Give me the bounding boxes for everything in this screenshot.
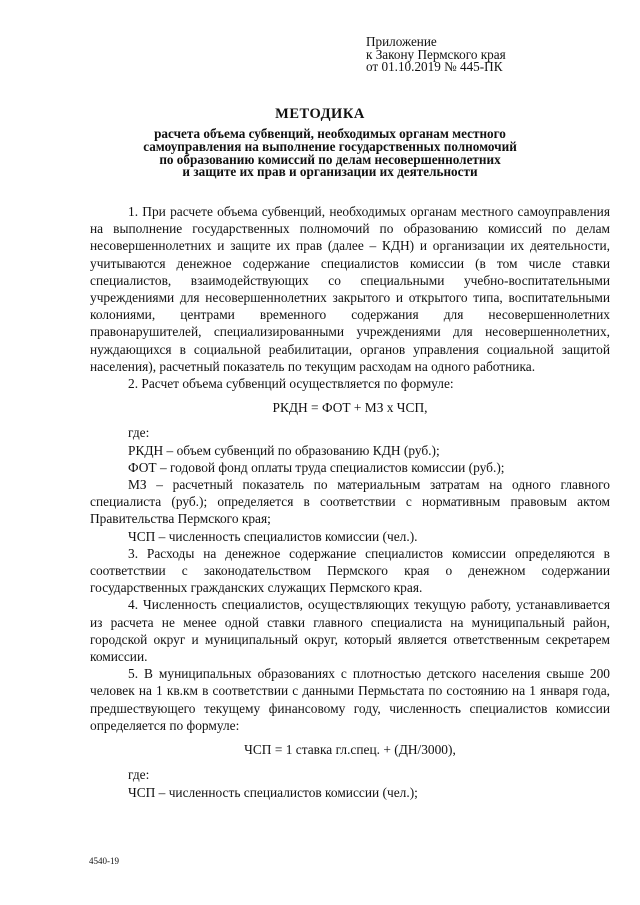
definition-mz: МЗ – расчетный показатель по материальным затратам на одного главного специалиста (руб.); определяется в соответствии с нормативным правовым актом Правительства Пермского края; [90,477,610,527]
paragraph-4: 4. Численность специалистов, осуществляющих текущую работу, устанавливается из расчета не менее одной ставки главного специалиста на муниципальный район, городской округ и муниципальный округ, который является ответственным секретарем комиссии. [90,597,610,665]
paragraph-1: 1. При расчете объема субвенций, необходимых органам местного самоуправления на выполнение государственных полномочий по образованию комиссий по делам несовершеннолетних и защите их прав (далее – КДН) и организации их деятельности, учитываются денежное содержание специалистов комиссии (в том числе ставки специалистов, взаимодействующих со специальными учебно-воспитательными учреждениями для несовершеннолетних закрытого и открытого типа, воспитательными колониями, центрами временного содержания для несовершеннолетних правонарушителей, специализированными учреждениями для несовершеннолетних, нуждающихся в социальной реабилитации, органов управления социальной защитой населения), расчетный показатель по текущим расходам на одного работника. [90,204,610,374]
paragraph-2: 2. Расчет объема субвенций осуществляется по формуле: [128,376,454,392]
definition-rkdn: РКДН – объем субвенций по образованию КДН (руб.); [128,442,440,458]
definition-fot: ФОТ – годовой фонд оплаты труда специалистов комиссии (руб.); [128,459,505,475]
subtitle-line: расчета объема субвенций, необходимых органам местного [154,126,506,141]
subtitle-line: самоуправления на выполнение государственных полномочий [143,138,517,154]
document-code: 4540-19 [89,856,119,866]
paragraph-3: 3. Расходы на денежное содержание специалистов комиссии определяются в соответствии с законодательством Пермского края о денежном содержании государственных гражданских служащих Пермского края. [90,545,610,596]
appendix-header [366,36,506,74]
where-label: где: [128,425,150,441]
document-title: МЕТОДИКА [275,106,365,122]
formula-chsp: ЧСП = 1 ставка гл.спец. + (ДН/3000), [244,742,456,758]
document-subtitle [100,128,560,179]
definition-chsp: ЧСП – численность специалистов комиссии (чел.). [128,528,418,544]
paragraph-5: 5. В муниципальных образованиях с плотностью детского населения свыше 200 человек на 1 кв.км в соответствии с данными Пермьстата по состоянию на 1 января года, предшествующего текущему финансовому году, численность специалистов комиссии определяется по формуле: [90,666,610,733]
subtitle-line: по образованию комиссий по делам несовершеннолетних [159,151,501,167]
subtitle-line: и защите их прав и организации их деятельности [182,164,478,180]
where-label: где: [128,767,150,783]
appendix-line: от 01.10.2019 № 445-ПК [366,59,503,74]
formula-rkdn: РКДН = ФОТ + МЗ х ЧСП, [272,400,428,416]
appendix-line: Приложение [366,34,437,49]
definition-chsp: ЧСП – численность специалистов комиссии (чел.); [128,784,418,800]
appendix-line: к Закону Пермского края [366,46,506,62]
document-body [90,203,610,801]
